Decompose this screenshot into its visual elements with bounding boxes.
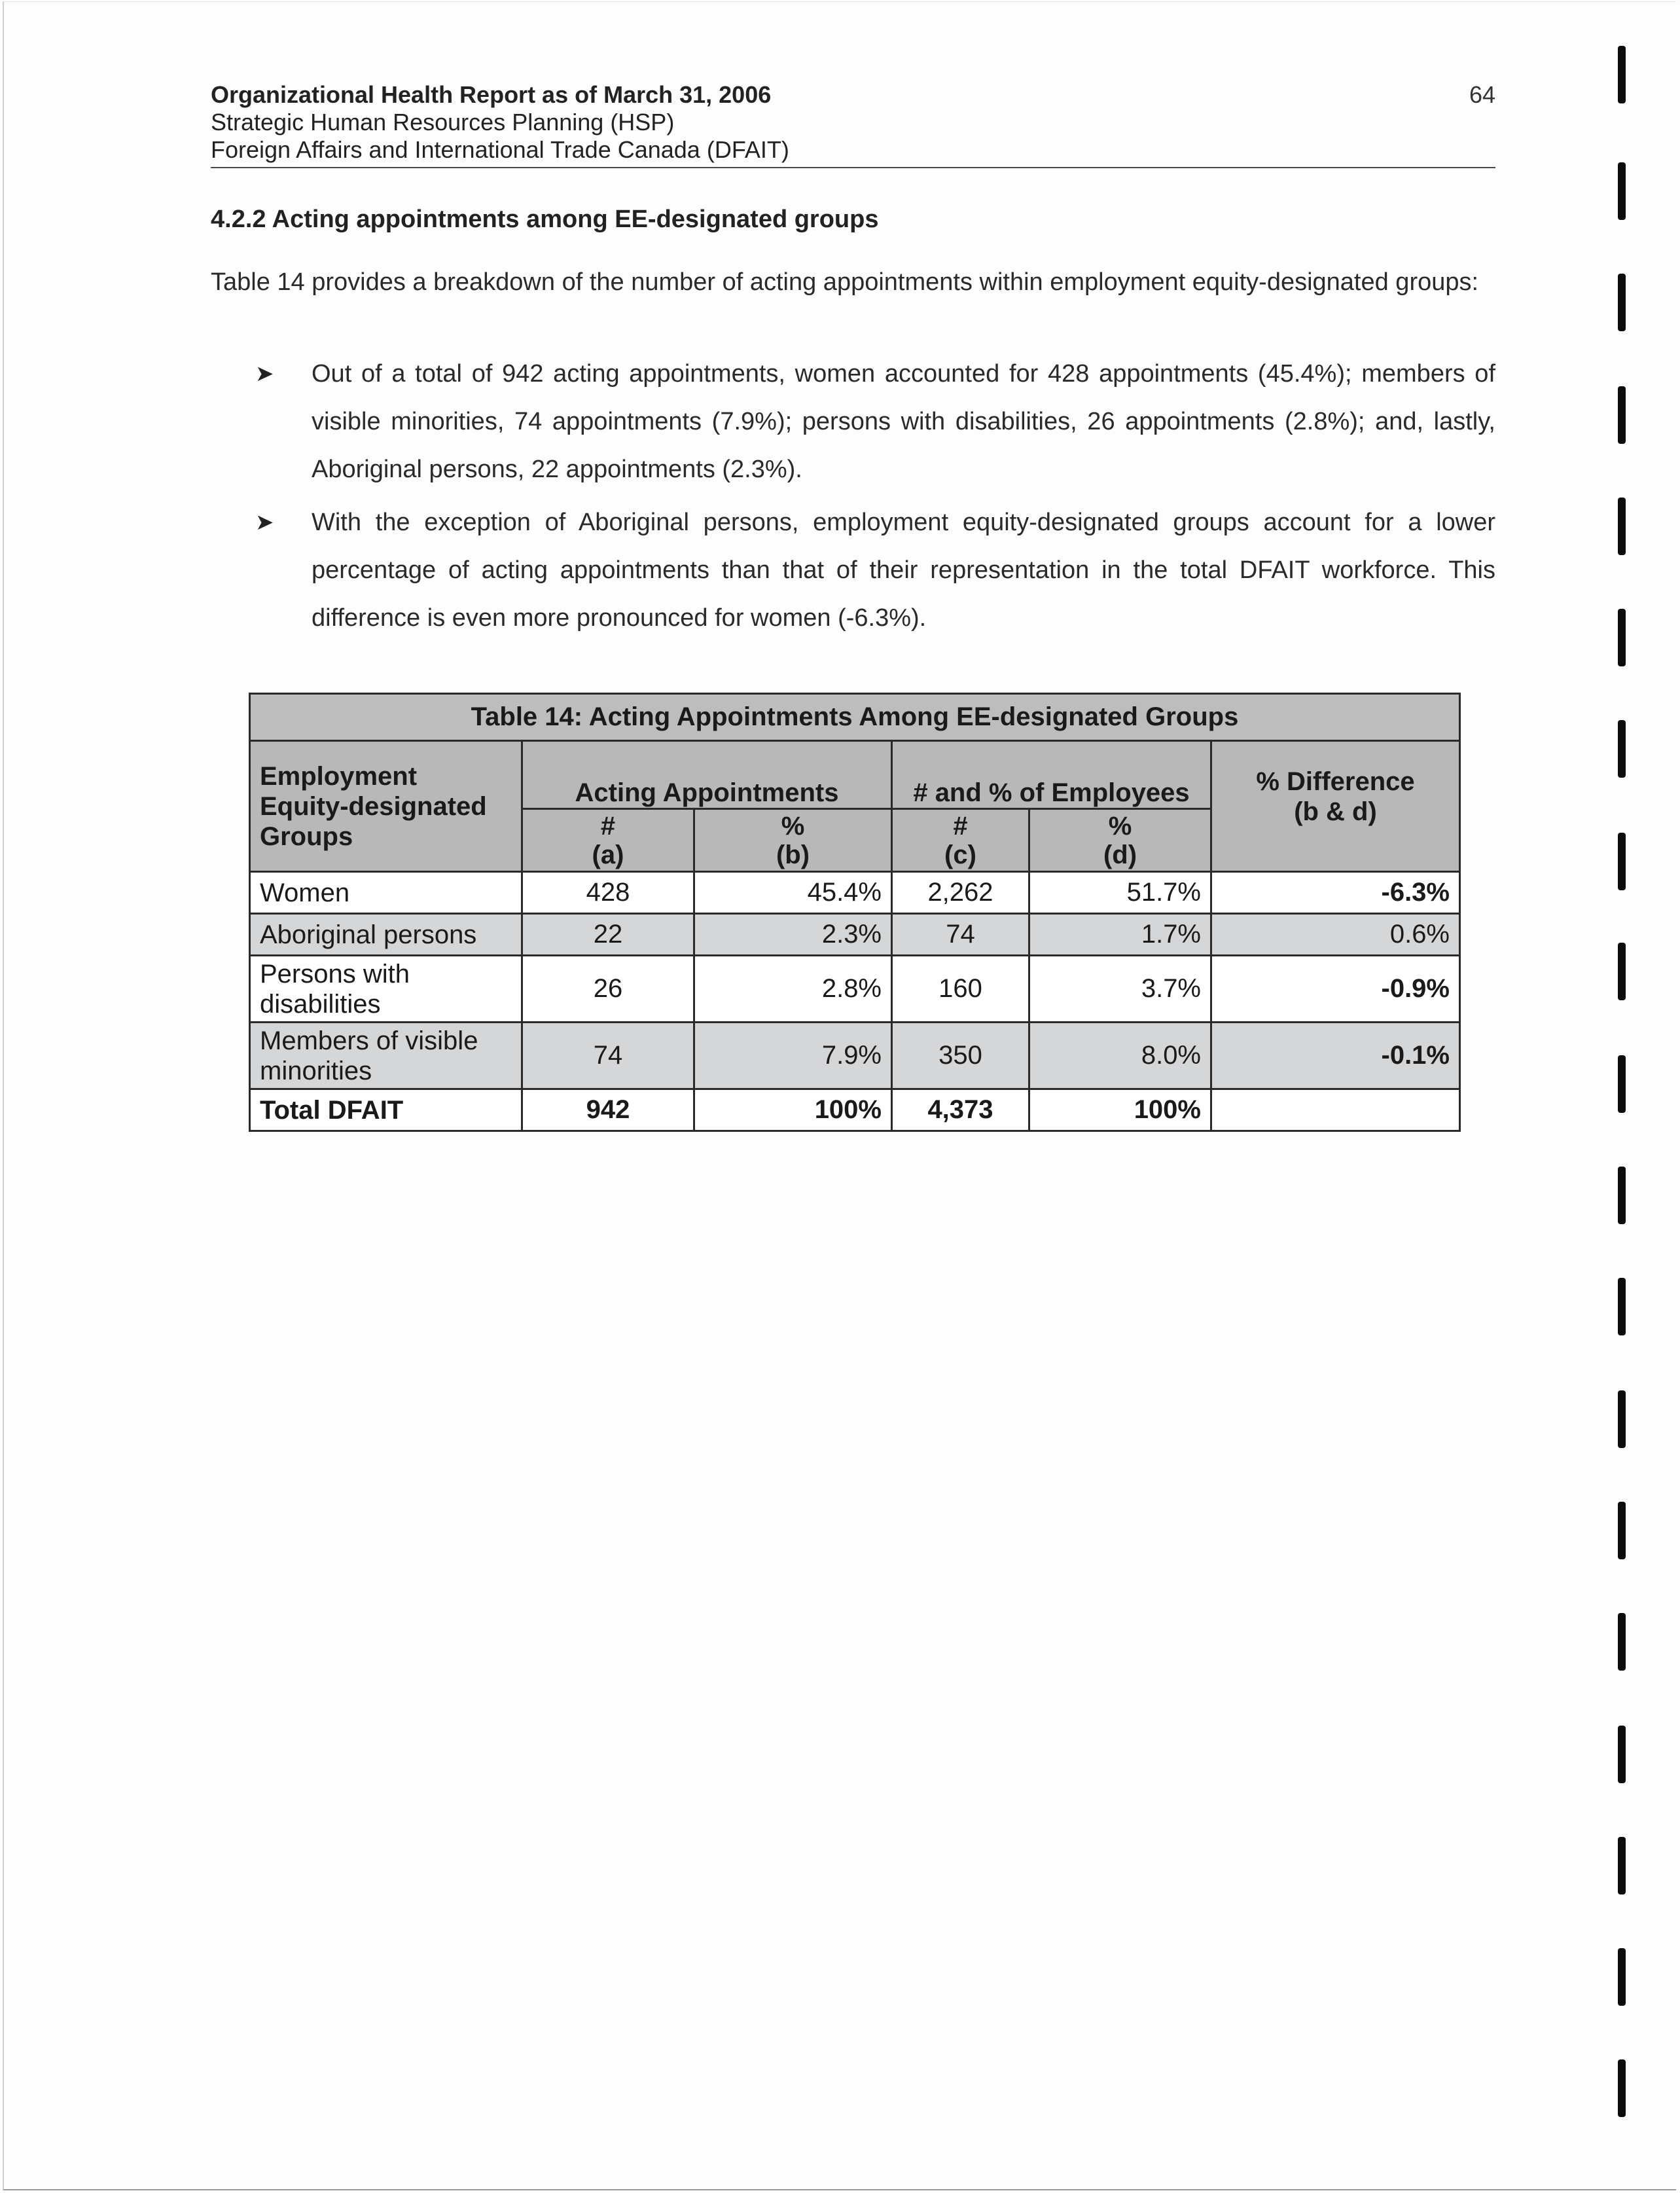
col-d-letter: (d) (1103, 840, 1137, 869)
arrow-bullet-icon: ➤ (255, 510, 274, 535)
column-header-b (694, 809, 892, 872)
table-row (250, 1023, 1460, 1089)
binding-hole (1618, 1167, 1626, 1224)
table-row (250, 956, 1460, 1023)
binding-hole (1618, 1278, 1626, 1335)
list-item (249, 350, 1495, 494)
cell-acting-count: 428 (522, 872, 694, 914)
binding-hole (1618, 1726, 1626, 1783)
table-row (250, 872, 1460, 914)
column-header-difference (1211, 741, 1460, 872)
organization-name: Foreign Affairs and International Trade Canada (DFAIT) (211, 136, 789, 163)
cell-difference: 0.6% (1211, 914, 1460, 956)
row-group-label: Women (250, 872, 522, 914)
col-c-letter: (c) (944, 840, 976, 869)
cell-employee-percent: 51.7% (1029, 872, 1211, 914)
cell-acting-count: 74 (522, 1023, 694, 1089)
arrow-bullet-icon: ➤ (255, 361, 274, 386)
cell-employee-percent: 3.7% (1029, 956, 1211, 1023)
column-header-d (1029, 809, 1211, 872)
column-header-c (892, 809, 1029, 872)
cell-employee-count: 74 (892, 914, 1029, 956)
running-header (211, 81, 1495, 164)
col-b-letter: (b) (776, 840, 810, 869)
col-d-symbol: % (1108, 811, 1132, 841)
cell-acting-count: 26 (522, 956, 694, 1023)
total-label: Total DFAIT (250, 1089, 522, 1131)
binding-hole (1618, 498, 1626, 555)
report-title: Organizational Health Report as of March 31, 2006 (211, 81, 772, 108)
binding-hole (1618, 720, 1626, 778)
binding-hole (1618, 833, 1626, 890)
cell-acting-percent: 45.4% (694, 872, 892, 914)
col-c-symbol: # (953, 811, 968, 841)
binding-hole (1618, 609, 1626, 666)
total-employee-percent: 100% (1029, 1089, 1211, 1131)
total-employee-count: 4,373 (892, 1089, 1029, 1131)
cell-difference: -6.3% (1211, 872, 1460, 914)
binding-hole (1618, 2059, 1626, 2117)
department-unit: Strategic Human Resources Planning (HSP) (211, 109, 675, 136)
header-rule (211, 167, 1495, 168)
binding-hole (1618, 1948, 1626, 2006)
column-header-acting: Acting Appointments (522, 741, 892, 809)
row-group-label: Persons with disabilities (250, 956, 522, 1023)
acting-appointments-table (249, 693, 1461, 1132)
binding-hole (1618, 1613, 1626, 1671)
cell-employee-percent: 8.0% (1029, 1023, 1211, 1089)
cell-employee-count: 2,262 (892, 872, 1029, 914)
binding-hole (1618, 162, 1626, 220)
binding-hole (1618, 1837, 1626, 1894)
cell-acting-percent: 2.8% (694, 956, 892, 1023)
binding-hole (1618, 1055, 1626, 1113)
cell-acting-percent: 7.9% (694, 1023, 892, 1089)
row-group-label: Members of visible minorities (250, 1023, 522, 1089)
difference-sublabel: (b & d) (1294, 797, 1377, 826)
cell-employee-count: 160 (892, 956, 1029, 1023)
column-header-employees: # and % of Employees (892, 741, 1211, 809)
col-a-letter: (a) (592, 840, 624, 869)
table-row (250, 914, 1460, 956)
page-number: 64 (1469, 81, 1495, 108)
list-item (249, 499, 1495, 642)
section-heading: 4.2.2 Acting appointments among EE-designated groups (211, 206, 879, 233)
bullet-list (249, 350, 1495, 647)
binding-hole (1618, 386, 1626, 444)
binding-hole (1618, 274, 1626, 331)
total-difference (1211, 1089, 1460, 1131)
total-row (250, 1089, 1460, 1131)
col-a-symbol: # (600, 811, 616, 841)
cell-difference: -0.9% (1211, 956, 1460, 1023)
total-acting-percent: 100% (694, 1089, 892, 1131)
column-header-groups: Employment Equity-designated Groups (250, 741, 522, 872)
intro-paragraph: Table 14 provides a breakdown of the number of acting appointments within employment equity-designated groups: (211, 268, 1479, 296)
difference-label: % Difference (1256, 767, 1415, 796)
row-group-label: Aboriginal persons (250, 914, 522, 956)
cell-employee-count: 350 (892, 1023, 1029, 1089)
cell-employee-percent: 1.7% (1029, 914, 1211, 956)
binding-hole (1618, 46, 1626, 103)
bullet-text: With the exception of Aboriginal persons, employment equity-designated groups account for a lower percentage of acting appointments than that of their representation in the total DFAIT workforce. This difference is even more pronounced for women (-6.3%). (312, 509, 1495, 632)
cell-difference: -0.1% (1211, 1023, 1460, 1089)
binding-hole (1618, 943, 1626, 1000)
cell-acting-count: 22 (522, 914, 694, 956)
col-b-symbol: % (781, 811, 805, 841)
cell-acting-percent: 2.3% (694, 914, 892, 956)
table-caption: Table 14: Acting Appointments Among EE-designated Groups (250, 694, 1460, 741)
total-acting-count: 942 (522, 1089, 694, 1131)
column-header-a (522, 809, 694, 872)
binding-hole (1618, 1390, 1626, 1448)
bullet-text: Out of a total of 942 acting appointments, women accounted for 428 appointments (45.4%); members of visible minorities, 74 appointments (7.9%); persons with disabilities, 26 appointments (2.8%); and, lastly, Aboriginal persons, 22 appointments (2.3%). (312, 360, 1495, 483)
binding-hole (1618, 1502, 1626, 1559)
